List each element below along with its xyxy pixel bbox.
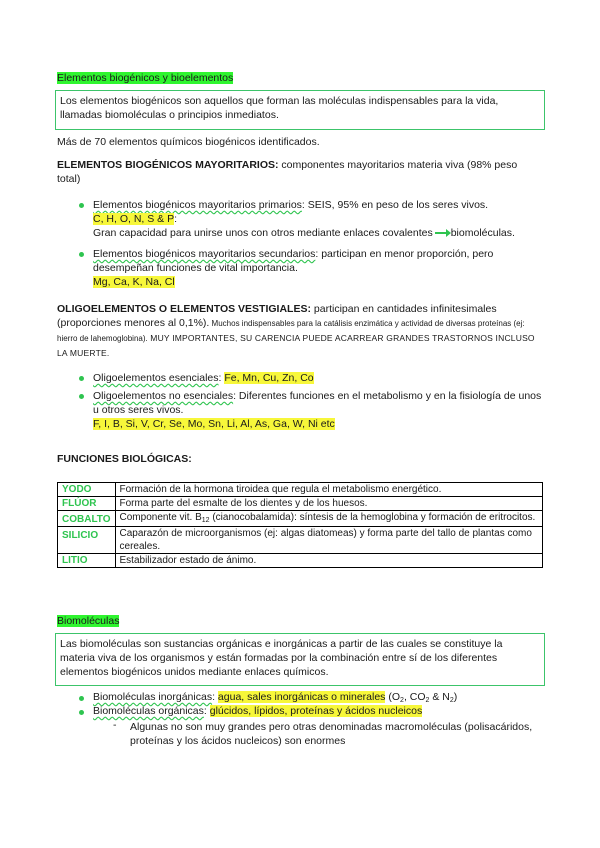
- bullet-icon: [79, 696, 84, 701]
- bullet-icon: [79, 252, 84, 257]
- count-line: Más de 70 elementos químicos biogénicos identificados.: [57, 136, 320, 148]
- arrow-right-icon: [435, 232, 449, 234]
- organicas-item: Biomoléculas orgánicas: glúcidos, lípidos, proteínas y ácidos nucleicos: [93, 705, 423, 717]
- table-cell-function: Forma parte del esmalte de los dientes y de los huesos.: [115, 497, 542, 511]
- table-row: [58, 483, 543, 497]
- esenciales-item: Oligoelementos esenciales: Fe, Mn, Cu, Zn, Co: [93, 372, 314, 384]
- table-cell-element: SILICIO: [58, 527, 116, 554]
- bullet-icon: [79, 203, 84, 208]
- primarios-item: Elementos biogénicos mayoritarios primarios: SEIS, 95% en peso de los seres vivos. C, H, O, N, S & P: Gran capacidad para unirse unos con otros mediante enlaces covalentes biomoléculas.: [93, 199, 515, 239]
- section-title-biomoleculas: Biomoléculas: [57, 615, 120, 627]
- table-cell-element: COBALTO: [58, 511, 116, 527]
- table-row: [58, 511, 543, 527]
- no-esenciales-item: Oligoelementos no esenciales: Diferentes funciones en el metabolismo y en la fisiología de unos u otros seres vivos. F, I, B, Si, V, Cr, Se, Mo, Sn, Li, Al, As, Ga, W, Ni etc: [93, 390, 542, 430]
- definition-box-bioelementos: Los elementos biogénicos son aquellos que forman las moléculas indispensables para la vida, llamadas biomoléculas o principios inmediatos.: [55, 90, 545, 130]
- inorganicas-item: Biomoléculas inorgánicas: agua, sales inorgánicas o minerales ($O_2$, $CO_2$ & $N_2$): [93, 691, 458, 704]
- bullet-icon: [79, 394, 84, 399]
- oligoelementos-paragraph: OLIGOELEMENTOS O ELEMENTOS VESTIGIALES: participan en cantidades infinitesimales (proporciones menores al 0,1%). Muchos indispensables para la catálisis enzimática y actividad de diversas proteínas (ej: hierro de lahemoglobina). MUY IMPORTANTES, SU CARENCIA PUEDE ACARREAR GRANDES TRASTORNOS INCLUSO LA MUERTE.: [57, 303, 535, 358]
- table-row: [58, 527, 543, 554]
- table-cell-element: YODO: [58, 483, 116, 497]
- dash-marker: -: [113, 719, 117, 731]
- funciones-heading: FUNCIONES BIOLÓGICAS:: [57, 453, 192, 465]
- bullet-icon: [79, 376, 84, 381]
- table-cell-function: Estabilizador estado de ánimo.: [115, 554, 542, 568]
- table-cell-element: LITIO: [58, 554, 116, 568]
- bullet-icon: [79, 710, 84, 715]
- table-row: [58, 554, 543, 568]
- table-row: [58, 497, 543, 511]
- section-title-bioelementos: Elementos biogénicos y bioelementos: [57, 72, 234, 84]
- definition-box-biomoleculas: Las biomoléculas son sustancias orgánicas e inorgánicas a partir de las cuales se constituye la materia viva de los organismos y están formadas por la combinación entre sí de los diferentes elementos biogénicos unidos mediante enlaces químicos.: [55, 633, 545, 686]
- macromoleculas-item: Algunas no son muy grandes pero otras denominadas macromoléculas (polisacáridos, proteínas y los ácidos nucleicos) son enormes: [130, 721, 533, 747]
- table-cell-function: Caparazón de microorganismos (ej: algas diatomeas) y forma parte del tallo de plantas como cereales.: [115, 527, 542, 554]
- table-cell-element: FLÚOR: [58, 497, 116, 511]
- table-cell-function: Componente vit. $B_{12}$ (cianocobalamida): síntesis de la hemoglobina y formación de eritrocitos.: [115, 511, 542, 527]
- secundarios-item: Elementos biogénicos mayoritarios secundarios: participan en menor proporción, pero desempeñan funciones de vital importancia. Mg, Ca, K, Na, Cl: [93, 248, 494, 288]
- functions-table: [57, 482, 543, 568]
- table-cell-function: Formación de la hormona tiroidea que regula el metabolismo energético.: [115, 483, 542, 497]
- mayoritarios-paragraph: ELEMENTOS BIOGÉNICOS MAYORITARIOS: componentes mayoritarios materia viva (98% peso total): [57, 159, 518, 185]
